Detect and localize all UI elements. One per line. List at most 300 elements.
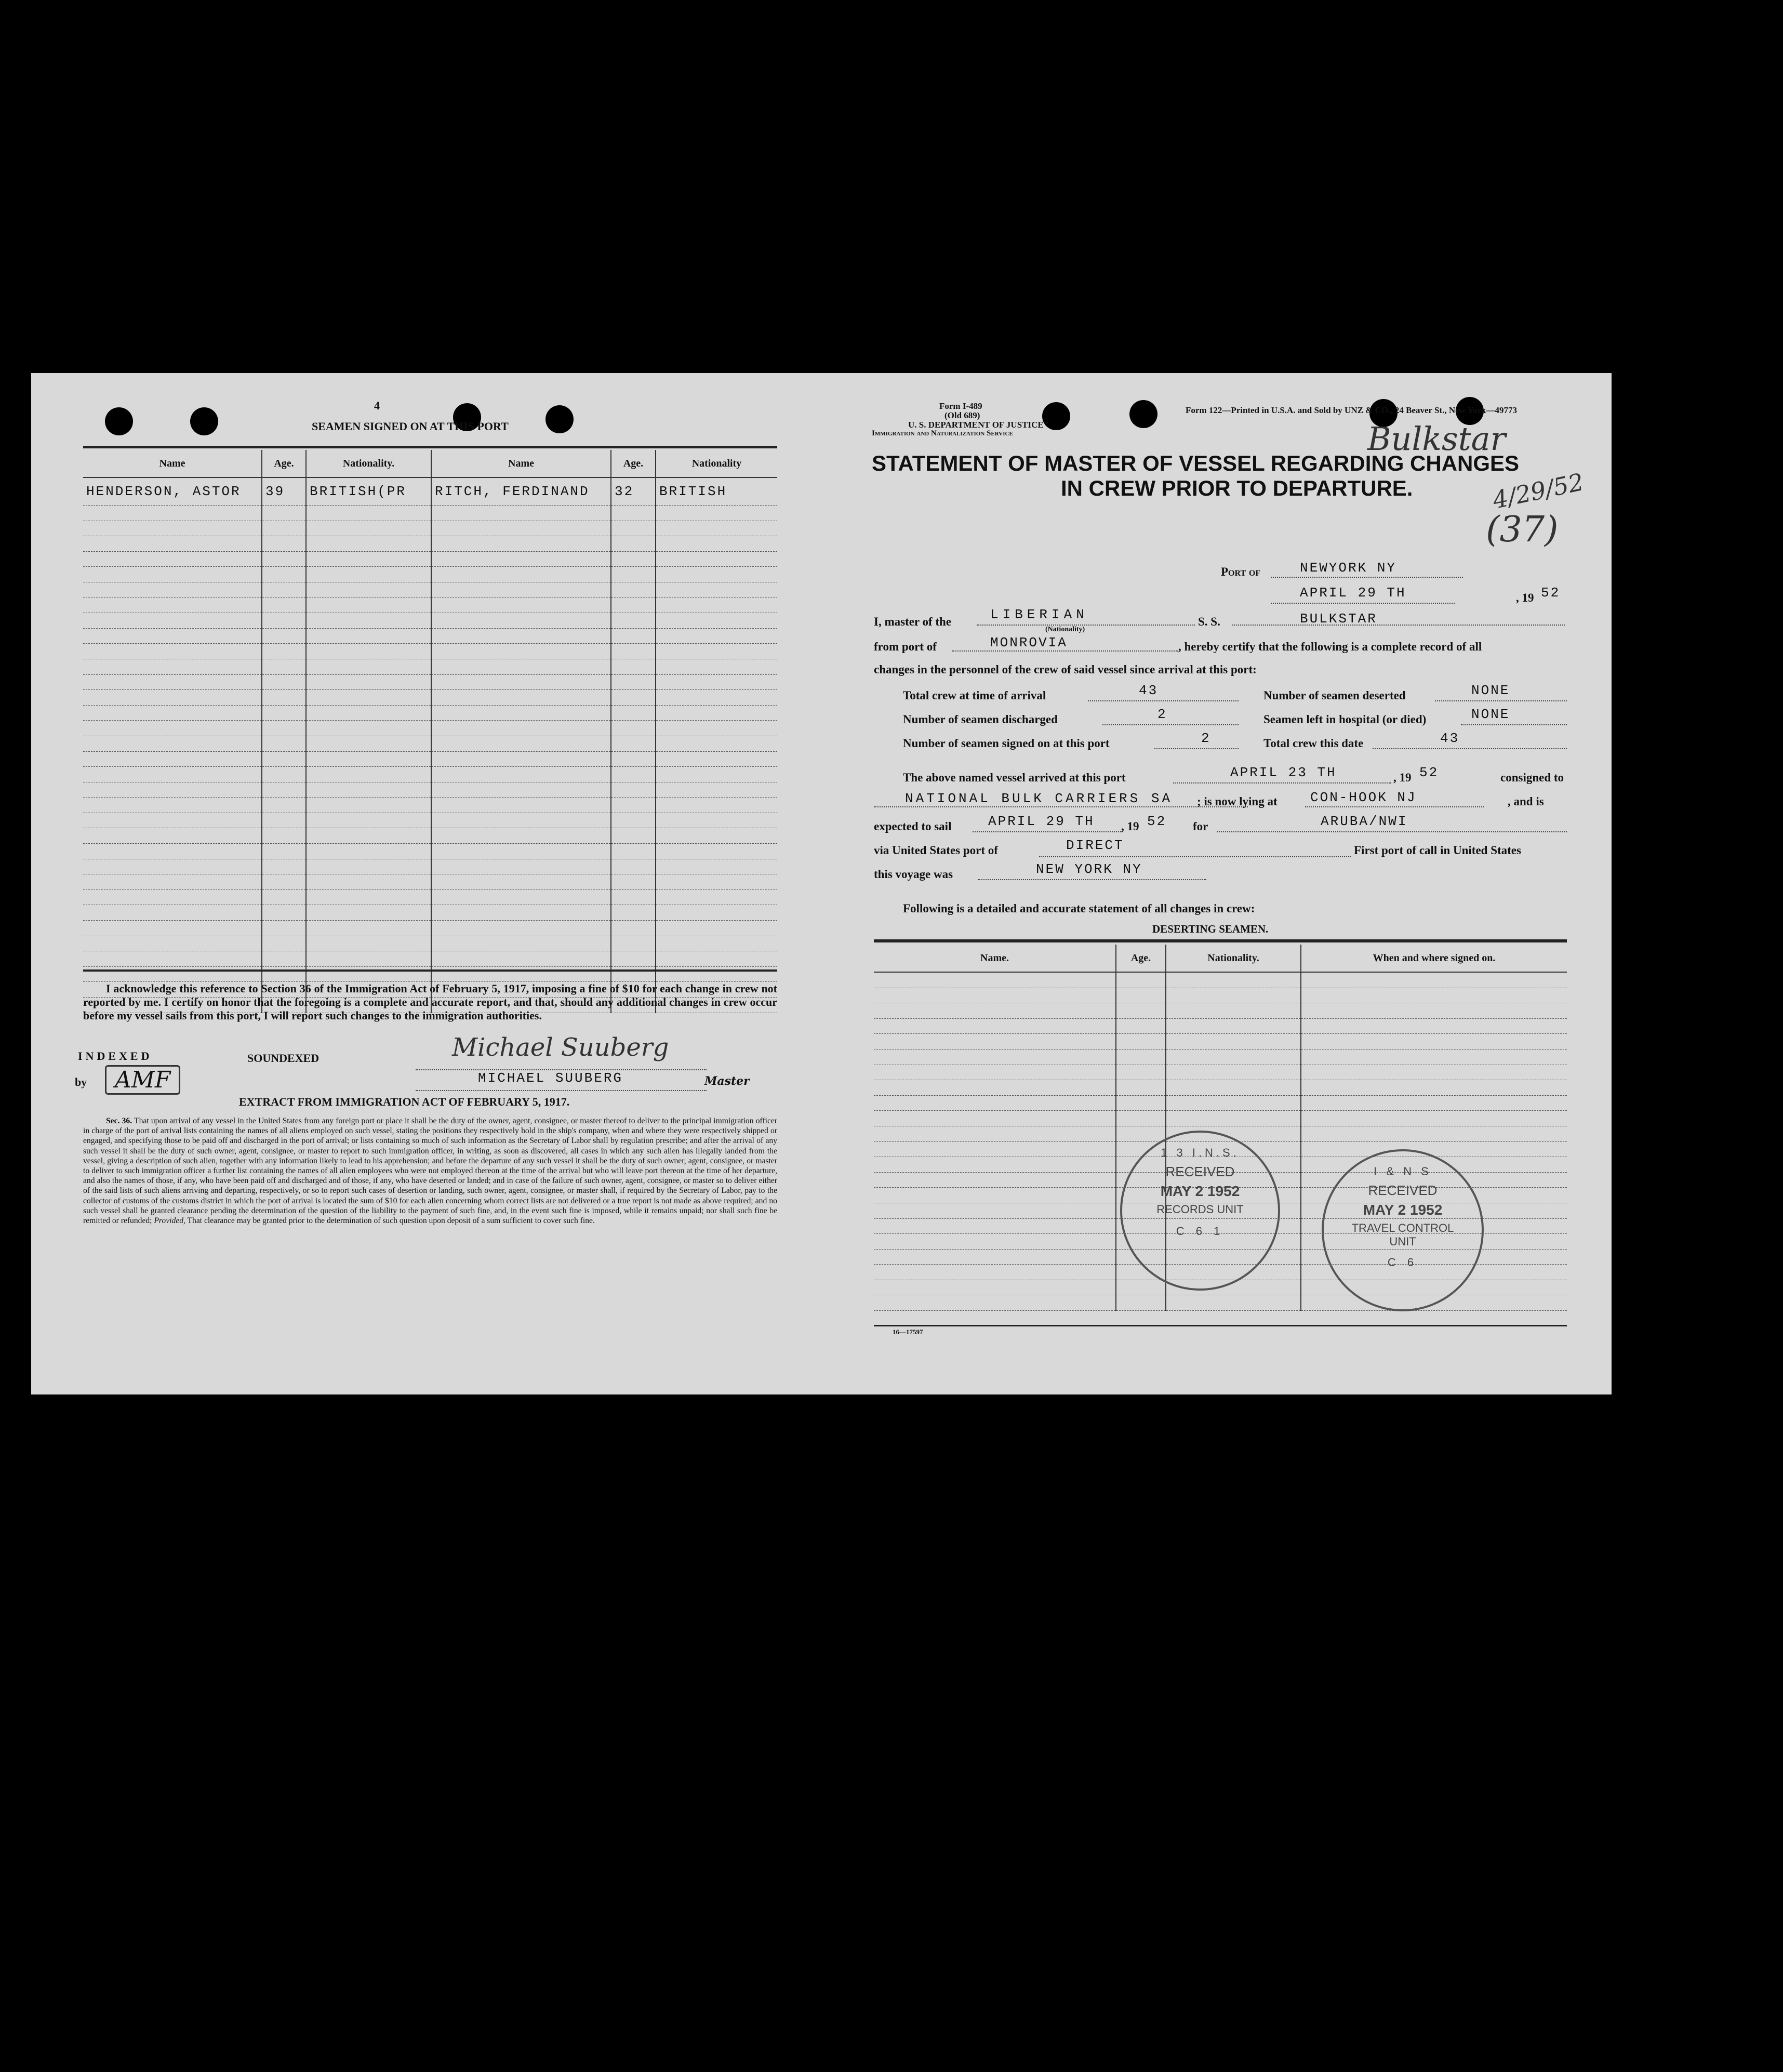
empty-cell (656, 798, 777, 813)
empty-cell (1166, 1095, 1301, 1111)
vessel-nationality: LIBERIAN (990, 607, 1088, 622)
seaman-nationality: BRITISH(PR (306, 477, 431, 506)
empty-cell (1116, 972, 1166, 988)
indexed-stamp: INDEXED (78, 1050, 153, 1062)
empty-cell (656, 736, 777, 751)
total-crew-date-label: Total crew this date (1263, 737, 1364, 750)
sail-year: 52 (1147, 814, 1167, 829)
empty-cell (431, 613, 611, 629)
empty-cell (874, 1295, 1116, 1311)
acknowledgement-text: I acknowledge this reference to Section 36 of the Immigration Act of February 5, 1917, imposing a fine of $10 for each change in crew not reported by me. I certify on honor that the foregoing is a complete and accurate report, and that, should any additional changes in crew occur before my vessel sails from this port, I will report such changes to the immigration authorities. (83, 982, 777, 1022)
empty-cell (656, 721, 777, 736)
rule (874, 1325, 1567, 1326)
provided-body: That clearance may be granted prior to the determination of such question upon deposit of a sum sufficient to cover such fine. (187, 1216, 595, 1226)
empty-cell (874, 1172, 1116, 1188)
empty-cell (656, 782, 777, 798)
empty-cell (1116, 1018, 1166, 1034)
empty-cell (1116, 1280, 1166, 1295)
first-port-value: NEW YORK NY (1036, 861, 1142, 877)
empty-cell (431, 721, 611, 736)
empty-cell (874, 1080, 1116, 1096)
master-label: Master (704, 1074, 750, 1088)
table-row (874, 1034, 1567, 1050)
empty-cell (262, 874, 306, 890)
form-number: Form I-489 (939, 401, 982, 411)
seaman-name: HENDERSON, ASTOR (83, 477, 262, 506)
empty-cell (306, 798, 431, 813)
empty-cell (611, 936, 656, 951)
table-row (83, 782, 777, 798)
empty-cell (306, 674, 431, 690)
empty-cell (1301, 1049, 1567, 1065)
empty-cell (262, 613, 306, 629)
section-body: That upon arrival of any vessel in the United States from any foreign port or place it shall be the duty of the owner, agent, consignee, or master thereof to deliver to the principal immigration officer in charge of the port of arrival lists containing the names of all aliens employed on such vessel, stating the positions they respectively hold in the ship's company, when and where they were respectively shipped or engaged, and specifying those to be paid off and discharged in the port of arrival; or lists containing so much of such information as the Secretary of Labor shall by regulation prescribe; and after the arrival of any such vessel it shall be the duty of such owner, agent, consignee, or master to report to such immigration officer, in writing, as soon as discovered, all cases in which any such alien has illegally landed from the vessel, giving a description of such alien, together with any information likely to lead to his apprehension; and before the departure of any such vessel it shall be the duty of such owner, agent, consignee, or master to deliver to such immigration officer a further list containing the names of all alien employees who were not employed thereon at the time of the arrival but who will leave port thereon at the time of her departure, and also the names of those, if any, who have been paid off and discharged and of those, if any, who have deserted or landed; and in case of the failure of such owner, agent, consignee, or master so to deliver either of the said lists of such aliens arriving and departing, respectively, or so to report such cases of desertion or landing, such owner, agent, consignee, or master shall, if required by the Secretary of Labor, pay to the collector of customs of the customs district in which the port of arrival is located the sum of $10 for each alien concerning whom correct lists are not delivered or a true report is not made as above required; and no such vessel shall be granted clearance pending the determination of the question of the liability to the payment of such fine, and, in the event such fine is imposed, while it remains unpaid; nor shall such fine be remitted or refunded; (83, 1117, 777, 1226)
empty-cell (656, 705, 777, 721)
form-title-line2: IN CREW PRIOR TO DEPARTURE. (1061, 476, 1413, 500)
arrived-year: 52 (1419, 765, 1439, 780)
column-header: Name (431, 450, 611, 477)
empty-cell (656, 813, 777, 828)
empty-cell (262, 567, 306, 582)
empty-cell (874, 1280, 1116, 1295)
empty-cell (1301, 972, 1567, 988)
field-line (1305, 806, 1484, 807)
section-label: Sec. 36. (106, 1117, 132, 1125)
column-header: Name (83, 450, 262, 477)
empty-cell (83, 767, 262, 782)
field-line (1154, 748, 1239, 749)
empty-cell (656, 506, 777, 521)
empty-cell (262, 859, 306, 874)
first-port-label: First port of call in United States (1354, 844, 1521, 857)
empty-cell (83, 644, 262, 659)
empty-cell (1301, 1034, 1567, 1050)
empty-cell (83, 506, 262, 521)
stamp-received: RECEIVED (1368, 1183, 1438, 1198)
table-row (83, 690, 777, 706)
empty-cell (262, 506, 306, 521)
empty-cell (262, 521, 306, 536)
empty-cell (262, 628, 306, 644)
empty-cell (656, 905, 777, 921)
empty-cell (1301, 1080, 1567, 1096)
empty-cell (611, 721, 656, 736)
empty-cell (306, 736, 431, 751)
empty-cell (874, 1111, 1116, 1126)
stamp-top: 1 3 I.N.S. (1161, 1146, 1240, 1159)
field-line (1173, 782, 1391, 783)
empty-cell (874, 1095, 1116, 1111)
empty-cell (83, 874, 262, 890)
empty-cell (611, 690, 656, 706)
empty-cell (431, 736, 611, 751)
arrived-year-prefix: , 19 (1393, 771, 1412, 784)
empty-cell (262, 551, 306, 567)
empty-cell (262, 659, 306, 674)
field-line (978, 879, 1206, 880)
empty-cell (874, 1049, 1116, 1065)
empty-cell (262, 889, 306, 905)
arrived-date: APRIL 23 TH (1230, 765, 1337, 780)
table-row (83, 921, 777, 936)
empty-cell (262, 798, 306, 813)
empty-cell (306, 644, 431, 659)
hospital-value: NONE (1471, 707, 1510, 722)
consignee-value: NATIONAL BULK CARRIERS SA (905, 791, 1173, 806)
empty-cell (611, 551, 656, 567)
column-header: Name. (874, 945, 1116, 972)
empty-cell (1166, 1018, 1301, 1034)
column-header: Nationality. (306, 450, 431, 477)
for-label: for (1193, 820, 1208, 833)
empty-cell (656, 597, 777, 613)
table-row (83, 828, 777, 844)
empty-cell (1116, 1049, 1166, 1065)
master-name: MICHAEL SUUBERG (478, 1070, 623, 1086)
empty-cell (611, 874, 656, 890)
empty-cell (306, 782, 431, 798)
table-row (83, 966, 777, 982)
column-header: Nationality. (1166, 945, 1301, 972)
destination-value: ARUBA/NWI (1321, 814, 1408, 829)
empty-cell (262, 966, 306, 982)
empty-cell (431, 813, 611, 828)
empty-cell (1166, 1295, 1301, 1311)
empty-cell (611, 644, 656, 659)
field-line (1217, 831, 1567, 832)
empty-cell (656, 844, 777, 859)
empty-cell (431, 798, 611, 813)
empty-cell (262, 767, 306, 782)
empty-cell (656, 951, 777, 967)
empty-cell (431, 936, 611, 951)
stamp-bottom: C 6 (1387, 1256, 1418, 1269)
empty-cell (611, 767, 656, 782)
empty-cell (1166, 1111, 1301, 1126)
empty-cell (656, 674, 777, 690)
empty-cell (431, 874, 611, 890)
empty-cell (874, 1003, 1116, 1019)
empty-cell (611, 798, 656, 813)
field-line (874, 806, 1248, 807)
empty-cell (1116, 988, 1166, 1003)
empty-cell (306, 921, 431, 936)
empty-cell (306, 936, 431, 951)
left-page (31, 373, 822, 1394)
stamp-top: I & N S (1374, 1165, 1432, 1178)
master-signature: Michael Suuberg (452, 1033, 669, 1062)
empty-cell (262, 582, 306, 597)
empty-cell (611, 921, 656, 936)
provided-label: Provided, (154, 1216, 185, 1226)
from-port-label: from port of (874, 640, 937, 653)
table-row (874, 1080, 1567, 1096)
table-row (874, 1003, 1567, 1019)
empty-cell (874, 1249, 1116, 1265)
empty-cell (656, 644, 777, 659)
empty-cell (1116, 1295, 1166, 1311)
empty-cell (262, 951, 306, 967)
empty-cell (874, 1203, 1116, 1218)
punch-hole (1129, 400, 1157, 428)
empty-cell (262, 536, 306, 552)
field-line (977, 625, 1195, 626)
following-label: Following is a detailed and accurate statement of all changes in crew: (903, 902, 1255, 915)
column-header: Age. (611, 450, 656, 477)
table-row (83, 736, 777, 751)
soundexed-label: SOUNDEXED (247, 1052, 320, 1065)
table-row (874, 1111, 1567, 1126)
signed-on-value: 2 (1201, 730, 1211, 746)
empty-cell (431, 551, 611, 567)
empty-cell (306, 659, 431, 674)
empty-cell (611, 659, 656, 674)
empty-cell (611, 674, 656, 690)
empty-cell (83, 567, 262, 582)
table-row (83, 859, 777, 874)
empty-cell (306, 582, 431, 597)
signed-on-table (83, 450, 777, 1013)
empty-cell (262, 721, 306, 736)
empty-cell (306, 813, 431, 828)
seaman-nationality: BRITISH (656, 477, 777, 506)
via-port-value: DIRECT (1066, 838, 1124, 853)
indexed-by-label: by (75, 1075, 87, 1088)
field-line (1088, 700, 1239, 701)
statement-year: 52 (1541, 585, 1561, 601)
field-line (1373, 748, 1567, 749)
empty-cell (431, 966, 611, 982)
stamp-date: MAY 2 1952 (1363, 1202, 1443, 1218)
field-line (1102, 724, 1239, 725)
empty-cell (431, 905, 611, 921)
empty-cell (656, 551, 777, 567)
empty-cell (262, 936, 306, 951)
empty-cell (83, 659, 262, 674)
empty-cell (262, 674, 306, 690)
table-row (83, 936, 777, 951)
empty-cell (1301, 1095, 1567, 1111)
empty-cell (306, 521, 431, 536)
consigned-label: consigned to (1500, 771, 1564, 784)
empty-cell (1301, 1111, 1567, 1126)
empty-cell (83, 736, 262, 751)
column-header: Nationality (656, 450, 777, 477)
from-port-value: MONROVIA (990, 635, 1068, 650)
empty-cell (874, 1265, 1116, 1280)
certify-text-2: changes in the personnel of the crew of said vessel since arrival at this port: (874, 663, 1257, 676)
empty-cell (306, 613, 431, 629)
empty-cell (83, 751, 262, 767)
empty-cell (611, 751, 656, 767)
empty-cell (431, 767, 611, 782)
empty-cell (656, 659, 777, 674)
empty-cell (83, 597, 262, 613)
empty-cell (874, 1065, 1116, 1080)
empty-cell (83, 936, 262, 951)
empty-cell (656, 567, 777, 582)
empty-cell (1301, 988, 1567, 1003)
empty-cell (1116, 1034, 1166, 1050)
field-line (1435, 700, 1567, 701)
empty-cell (83, 521, 262, 536)
table-row (83, 506, 777, 521)
table-row (83, 767, 777, 782)
empty-cell (656, 613, 777, 629)
empty-cell (262, 597, 306, 613)
empty-cell (611, 597, 656, 613)
rule (874, 939, 1567, 942)
empty-cell (611, 705, 656, 721)
empty-cell (874, 1234, 1116, 1250)
empty-cell (306, 905, 431, 921)
empty-cell (431, 674, 611, 690)
table-row (83, 798, 777, 813)
empty-cell (431, 889, 611, 905)
punch-hole (105, 407, 133, 435)
empty-cell (306, 597, 431, 613)
empty-cell (1116, 1065, 1166, 1080)
indexer-initials: AMF (105, 1065, 180, 1095)
empty-cell (874, 1126, 1116, 1141)
signature-line (416, 1090, 707, 1091)
field-line (1271, 603, 1455, 604)
empty-cell (656, 966, 777, 982)
empty-cell (262, 690, 306, 706)
empty-cell (611, 844, 656, 859)
empty-cell (83, 813, 262, 828)
empty-cell (306, 874, 431, 890)
empty-cell (262, 844, 306, 859)
empty-cell (83, 613, 262, 629)
empty-cell (1301, 1126, 1567, 1141)
empty-cell (431, 690, 611, 706)
table-row (83, 721, 777, 736)
table-row (874, 1095, 1567, 1111)
table-row (83, 813, 777, 828)
table-row (83, 751, 777, 767)
empty-cell (874, 988, 1116, 1003)
empty-cell (431, 567, 611, 582)
empty-cell (306, 536, 431, 552)
empty-cell (83, 889, 262, 905)
page-number: 4 (374, 399, 380, 412)
field-line (1232, 625, 1565, 626)
empty-cell (656, 936, 777, 951)
table-row (83, 536, 777, 552)
empty-cell (431, 782, 611, 798)
rule (83, 969, 777, 972)
empty-cell (83, 951, 262, 967)
empty-cell (306, 951, 431, 967)
seaman-age: 32 (611, 477, 656, 506)
table-row (83, 582, 777, 597)
total-crew-date-value: 43 (1440, 730, 1460, 746)
via-label: via United States port of (874, 844, 998, 857)
department-name: U. S. DEPARTMENT OF JUSTICE (908, 420, 1044, 430)
table-row (874, 1049, 1567, 1065)
sail-year-prefix: , 19 (1121, 820, 1139, 833)
stamp-unit: TRAVEL CONTROL UNIT (1351, 1221, 1454, 1248)
empty-cell (431, 644, 611, 659)
deserted-value: NONE (1471, 683, 1510, 698)
empty-cell (1166, 1034, 1301, 1050)
empty-cell (431, 628, 611, 644)
empty-cell (611, 951, 656, 967)
ss-label: S. S. (1198, 615, 1220, 628)
empty-cell (431, 705, 611, 721)
empty-cell (656, 767, 777, 782)
empty-cell (1301, 1003, 1567, 1019)
empty-cell (1301, 1065, 1567, 1080)
year-prefix: , 19 (1516, 591, 1534, 604)
empty-cell (1166, 1049, 1301, 1065)
empty-cell (262, 705, 306, 721)
table-row (83, 905, 777, 921)
empty-cell (656, 859, 777, 874)
empty-cell (83, 536, 262, 552)
table-row (874, 1295, 1567, 1311)
empty-cell (656, 874, 777, 890)
empty-cell (611, 782, 656, 798)
column-header: Age. (1116, 945, 1166, 972)
empty-cell (656, 536, 777, 552)
empty-cell (1116, 1080, 1166, 1096)
empty-cell (306, 690, 431, 706)
empty-cell (874, 1157, 1116, 1173)
total-crew-arrival-label: Total crew at time of arrival (903, 689, 1046, 702)
empty-cell (306, 751, 431, 767)
seaman-name: RITCH, FERDINAND (431, 477, 611, 506)
empty-cell (431, 859, 611, 874)
expected-label: expected to sail (874, 820, 952, 833)
empty-cell (83, 551, 262, 567)
empty-cell (431, 844, 611, 859)
empty-cell (874, 1018, 1116, 1034)
empty-cell (431, 659, 611, 674)
field-line (1461, 724, 1567, 725)
empty-cell (306, 889, 431, 905)
empty-cell (306, 721, 431, 736)
empty-cell (306, 506, 431, 521)
seaman-age: 39 (262, 477, 306, 506)
form-old-number: (Old 689) (944, 410, 980, 420)
empty-cell (262, 921, 306, 936)
table-row (83, 613, 777, 629)
port-of-value: NEWYORK NY (1300, 560, 1397, 576)
empty-cell (262, 736, 306, 751)
signed-on-label: Number of seamen signed on at this port (903, 737, 1110, 750)
master-of-label: I, master of the (874, 615, 952, 628)
empty-cell (1301, 1141, 1567, 1157)
table-row (83, 659, 777, 674)
empty-cell (874, 1188, 1116, 1203)
table-row (83, 551, 777, 567)
empty-cell (611, 813, 656, 828)
empty-cell (656, 521, 777, 536)
stamp-unit: RECORDS UNIT (1156, 1203, 1244, 1216)
table-row (83, 644, 777, 659)
empty-cell (262, 813, 306, 828)
empty-cell (431, 521, 611, 536)
punch-hole (1042, 402, 1070, 430)
table-row (874, 988, 1567, 1003)
lying-label: ; is now lying at (1197, 795, 1278, 808)
empty-cell (306, 551, 431, 567)
empty-cell (306, 966, 431, 982)
voyage-label: this voyage was (874, 868, 953, 881)
printer-imprint: Form 122—Printed in U.S.A. and Sold by UNZ & CO., 24 Beaver St., New York—49773 (1186, 405, 1517, 415)
